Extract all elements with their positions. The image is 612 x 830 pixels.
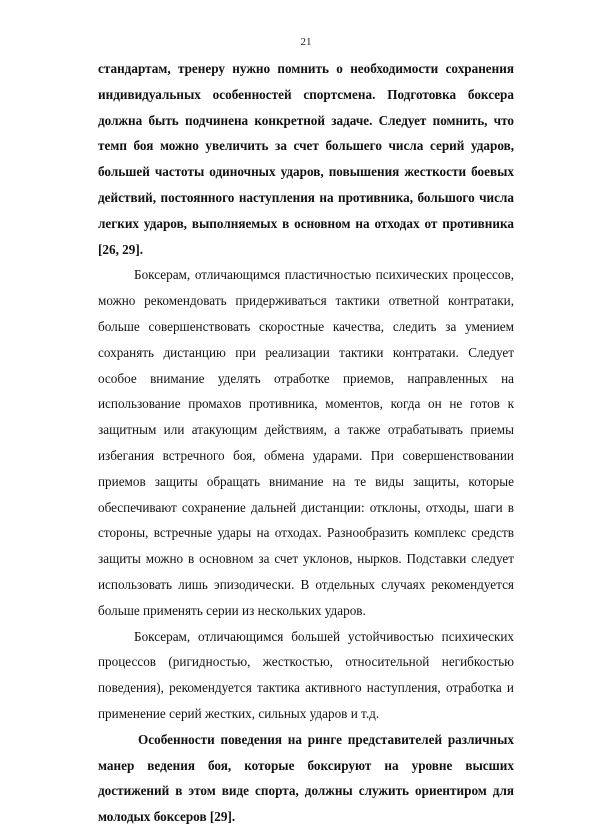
paragraph-tempo: стандартам, тренеру нужно помнить о необходимости сохранения индивидуальных особенностей спортсмена. Подготовка боксера должна быть подчинена конкретной задаче. Следует помнить, что темп боя можно увеличить за счет большего числа серий ударов, большей частоты одиночных ударов, повышения жесткости боевых действий, постоянного наступления на противника, большого числа легких ударов, выполняемых в основном на отходах от противника [26, 29]. xyxy=(98,61,514,257)
paragraph-rigid-boxers: Боксерам, отличающимся большей устойчивостью психических процессов (ригидностью, жесткостью, относительной негибкостью поведения), рекомендуется тактика активного наступления, отработка и применение серий жестких, сильных ударов и т.д. xyxy=(98,628,514,721)
page-number: 21 xyxy=(300,36,312,48)
body-text xyxy=(98,56,514,830)
paragraph-elite-behavior: Особенности поведения на ринге представителей различных манер ведения боя, которые боксируют на уровне высших достижений в этом виде спорта, должны служить ориентиром для молодых боксеров [29]. xyxy=(98,731,514,825)
paragraph-plastic-boxers: Боксерам, отличающимся пластичностью психических процессов, можно рекомендовать придерживаться тактики ответной контратаки, больше совершенствовать скоростные качества, следить за умением сохранять дистанцию при реализации тактики контратаки. Следует особое внимание уделять отработке приемов, направленных на использование промахов противника, моментов, когда он не готов к защитным или атакующим действиям, а также отрабатывать приемы избегания встречного боя, обмена ударами. При совершенствовании приемов защиты обращать внимание на те виды защиты, которые обеспечивают сохранение дальней дистанции: отклоны, отходы, шаги в стороны, встречные удары на отходах. Разнообразить комплекс средств защиты можно в основном за счет уклонов, нырков. Подставки следует использовать лишь эпизодически. В отдельных случаях рекомендуется больше применять серии из нескольких ударов. xyxy=(98,267,514,618)
